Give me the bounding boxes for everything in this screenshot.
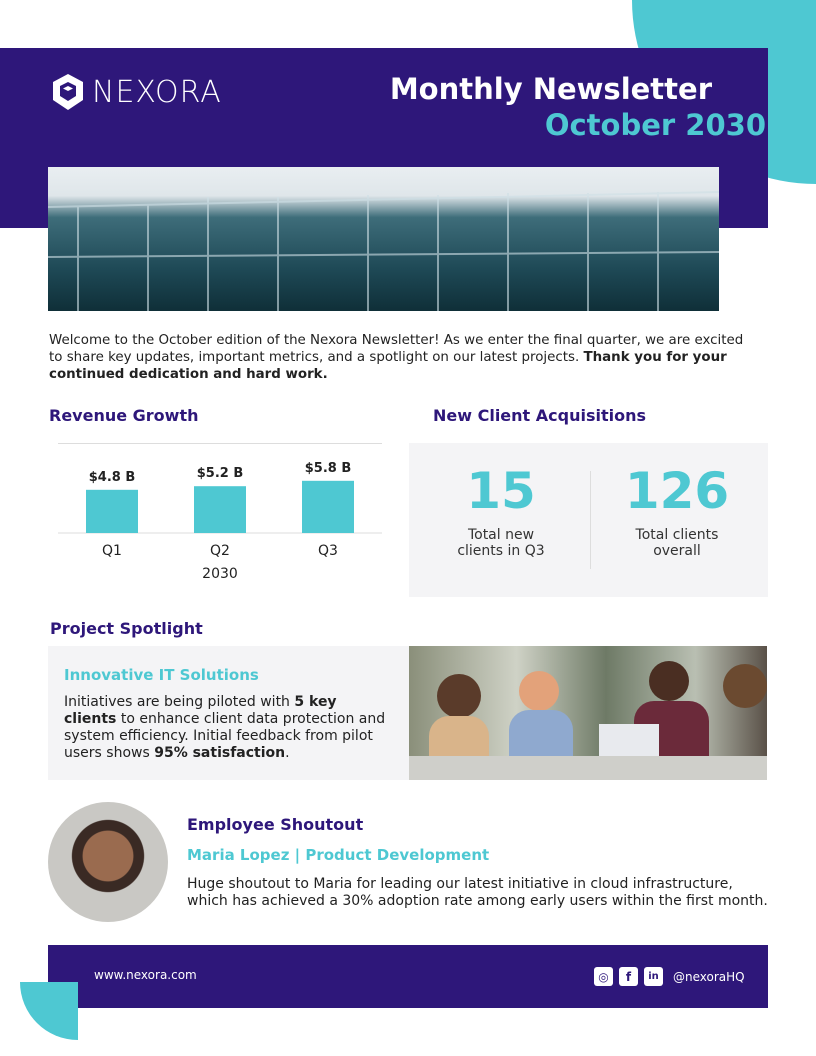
t: to enhance client data protection and system efficiency. Initial feedback from pilot users shows [64, 711, 386, 761]
brand-name: NEXORA [92, 74, 222, 110]
stat-value: 126 [624, 462, 730, 520]
spotlight-title: Innovative IT Solutions [64, 666, 259, 684]
intro-text: Welcome to the October edition of the Nexora Newsletter! As we enter the final quarter, we are excited to share key updates, important metrics, and a spotlight on our latest projects. [49, 333, 744, 365]
clients-heading: New Client Acquisitions [433, 406, 647, 425]
t: Initiatives are being piloted with [64, 694, 295, 710]
decorative-quarter-circle [20, 982, 78, 1040]
logo-icon [50, 72, 86, 112]
data-label: $4.8 B [88, 469, 136, 485]
newsletter-date: October 2030 [544, 108, 766, 142]
x-axis-label: 2030 [202, 566, 238, 582]
intro-paragraph [49, 332, 749, 383]
stat-total-clients [597, 463, 757, 559]
stat-new-clients [421, 463, 581, 559]
instagram-icon[interactable]: ◎ [594, 967, 613, 986]
stat-label: Total clients overall [635, 527, 719, 559]
stat-value: 15 [466, 462, 536, 520]
revenue-heading: Revenue Growth [49, 406, 199, 425]
linkedin-icon[interactable]: in [644, 967, 663, 986]
spotlight-body [64, 694, 393, 762]
employee-name: Maria Lopez | Product Development [187, 846, 490, 864]
bar-q1 [86, 490, 138, 533]
tick-label: Q1 [102, 543, 122, 559]
t: . [285, 745, 290, 761]
data-label: $5.2 B [196, 466, 244, 482]
shoutout-heading: Employee Shoutout [187, 815, 364, 834]
spotlight-card [48, 646, 409, 780]
bar-q2 [194, 486, 246, 533]
tick-label: Q2 [210, 543, 230, 559]
stat-label: Total new clients in Q3 [457, 527, 545, 559]
clients-card [409, 443, 768, 597]
website-link[interactable]: www.nexora.com [94, 968, 197, 982]
logo [50, 72, 222, 112]
footer [48, 945, 768, 1008]
bar-q3 [302, 481, 354, 533]
intro-bold: Thank you for your continued dedication and hard work. [49, 350, 727, 382]
social-handle[interactable]: @nexoraHQ [673, 969, 745, 984]
b: 5 key clients [64, 694, 337, 727]
shoutout-text: Huge shoutout to Maria for leading our latest initiative in cloud infrastructure, which has achieved a 30% adoption rate among early users within the first month. [187, 876, 768, 909]
tick-label: Q3 [318, 543, 338, 559]
spotlight-heading: Project Spotlight [50, 619, 203, 638]
divider [590, 471, 591, 569]
b: 95% satisfaction [154, 745, 286, 761]
facebook-icon[interactable]: f [619, 967, 638, 986]
newsletter-title: Monthly Newsletter [389, 72, 712, 106]
data-label: $5.8 B [304, 460, 352, 476]
revenue-chart [58, 443, 382, 583]
hero-building-image [48, 167, 719, 311]
employee-avatar [48, 802, 168, 922]
team-meeting-image [409, 646, 767, 780]
